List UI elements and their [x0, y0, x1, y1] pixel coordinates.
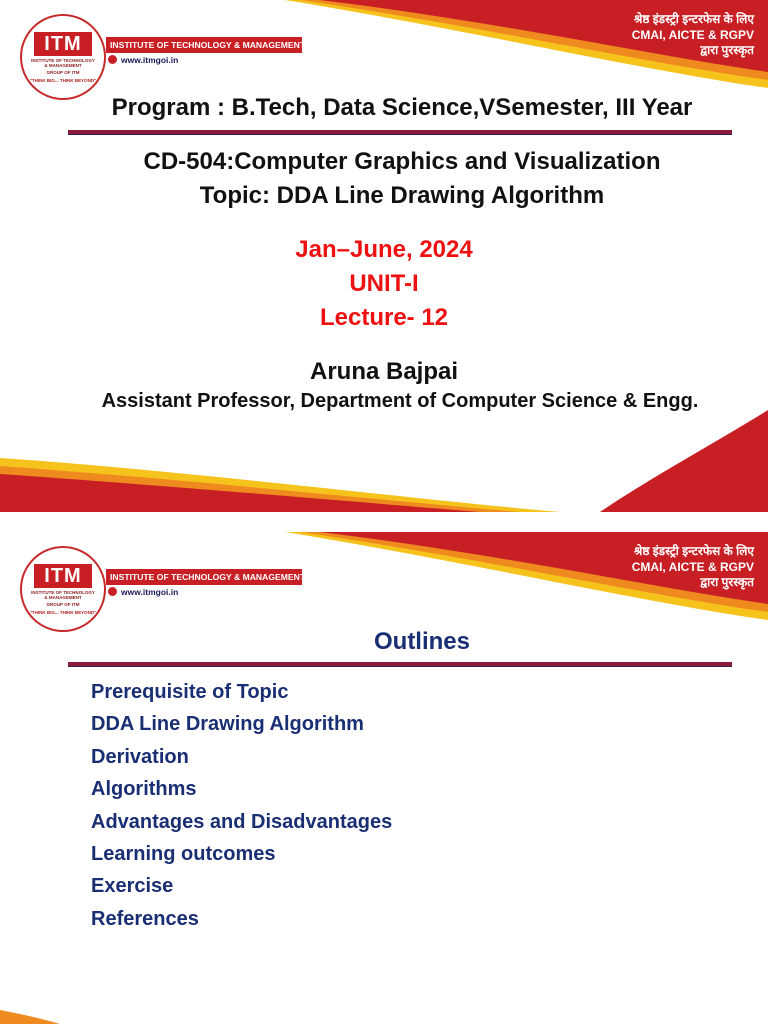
website-text: www.itmgoi.in	[121, 587, 179, 597]
globe-icon	[108, 587, 117, 596]
website-link[interactable]	[108, 585, 178, 599]
itm-logo	[20, 546, 106, 632]
outline-list	[91, 676, 392, 935]
logo-motto: "THINK BIG... THINK BEYOND"	[29, 78, 97, 83]
logo-motto: "THINK BIG... THINK BEYOND"	[29, 610, 97, 615]
bottom-swoosh-corner	[0, 1010, 60, 1024]
outline-title: Outlines	[373, 628, 470, 655]
logo-subtext: INSTITUTE OF TECHNOLOGY & MANAGEMENT	[31, 590, 95, 600]
presenter-name: Aruna Bajpai	[309, 358, 459, 385]
list-item: Prerequisite of Topic	[91, 681, 289, 703]
award-line-2: CMAI, AICTE & RGPV	[631, 27, 754, 42]
itm-logo	[20, 14, 106, 100]
outline-slide	[0, 532, 768, 1024]
session-text: Jan–June, 2024	[295, 236, 473, 263]
list-item: Advantages and Disadvantages	[91, 810, 393, 833]
award-line-2: CMAI, AICTE & RGPV	[631, 559, 754, 574]
program-line: Program : B.Tech, Data Science,VSemester, III Year	[111, 94, 693, 121]
logo-subtext: INSTITUTE OF TECHNOLOGY & MANAGEMENT	[31, 58, 95, 68]
award-text	[632, 12, 754, 59]
slide-gap	[0, 512, 768, 532]
award-line-1: श्रेष्ठ इंडस्ट्री इन्टरफेस के लिए	[633, 544, 754, 558]
award-line-1: श्रेष्ठ इंडस्ट्री इन्टरफेस के लिए	[633, 12, 754, 26]
award-line-3: द्वारा पुरस्कृत	[700, 43, 754, 57]
presenter-designation: Assistant Professor, Department of Computer Science & Engg.	[101, 390, 699, 412]
award-text	[632, 544, 754, 591]
website-link[interactable]	[108, 53, 178, 67]
institute-name-bar: INSTITUTE OF TECHNOLOGY & MANAGEMENT	[106, 37, 302, 53]
list-item: References	[91, 907, 199, 930]
list-item: Exercise	[91, 875, 174, 898]
logo-group: GROUP OF ITM	[46, 602, 80, 607]
list-item: Learning outcomes	[91, 842, 276, 865]
list-item: Derivation	[91, 745, 189, 768]
list-item: Algorithms	[91, 778, 197, 801]
globe-icon	[108, 55, 117, 64]
website-text: www.itmgoi.in	[121, 55, 179, 65]
course-title: CD-504:Computer Graphics and Visualization	[143, 148, 661, 175]
logo-group: GROUP OF ITM	[46, 70, 80, 75]
bottom-right-swoosh	[600, 410, 768, 512]
header-rule	[68, 662, 732, 667]
logo-mark: ITM	[34, 32, 92, 56]
topic-title: Topic: DDA Line Drawing Algorithm	[199, 182, 605, 209]
unit-text: UNIT-I	[349, 270, 419, 297]
lecture-text: Lecture- 12	[319, 304, 449, 331]
logo-mark: ITM	[34, 564, 92, 588]
institute-name-bar: INSTITUTE OF TECHNOLOGY & MANAGEMENT	[106, 569, 302, 585]
award-line-3: द्वारा पुरस्कृत	[700, 575, 754, 589]
list-item: DDA Line Drawing Algorithm	[91, 713, 364, 736]
header-rule	[68, 130, 732, 135]
